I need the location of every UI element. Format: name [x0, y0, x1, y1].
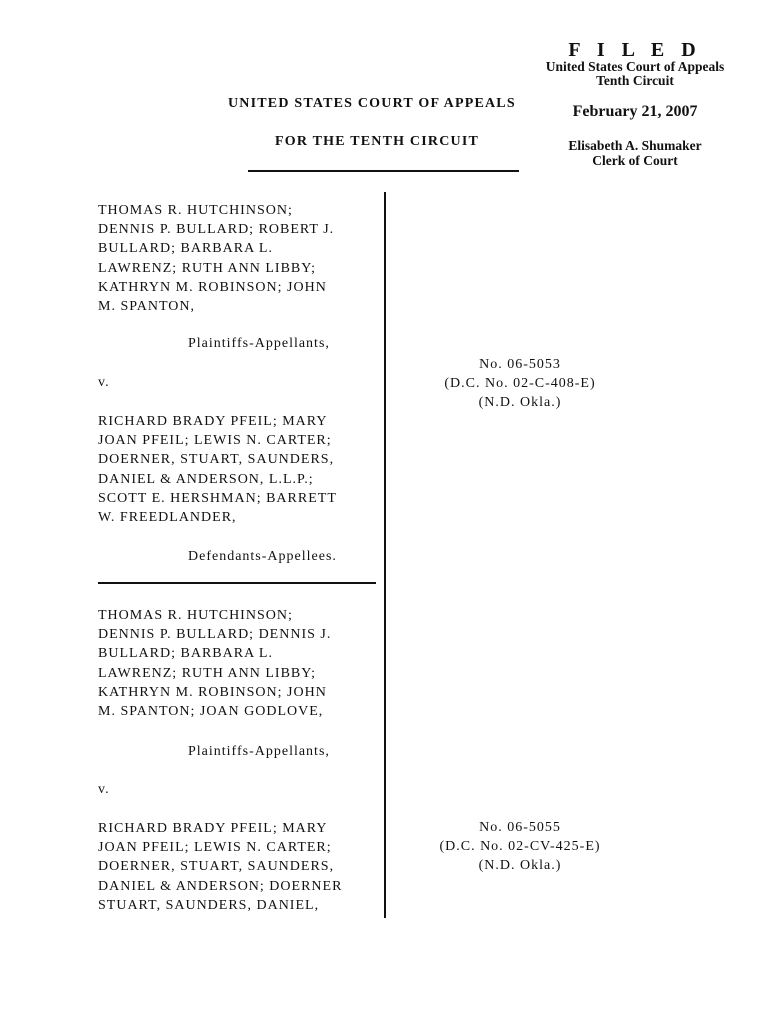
case2-number: No. 06-5055 [479, 820, 561, 835]
filed-date: February 21, 2007 [572, 103, 698, 120]
caption-divider-horizontal [98, 582, 376, 584]
case1-docket [420, 355, 620, 412]
case1-defendants: RICHARD BRADY PFEIL; MARY JOAN PFEIL; LEWIS N. CARTER; DOERNER, STUART, SAUNDERS, DANIEL & ANDERSON, L.L.P.; SCOTT E. HERSHMAN; BARRETT W. FREEDLANDER, [98, 414, 337, 526]
case1-defendants-role: Defendants-Appellees. [188, 549, 337, 564]
case2-defendants: RICHARD BRADY PFEIL; MARY JOAN PFEIL; LEWIS N. CARTER; DOERNER, STUART, SAUNDERS, DANIEL & ANDERSON; DOERNER STUART, SAUNDERS, DANIEL, [98, 821, 343, 913]
case1-plaintiffs: THOMAS R. HUTCHINSON; DENNIS P. BULLARD; ROBERT J. BULLARD; BARBARA L. LAWRENZ; RUTH ANN LIBBY; KATHRYN M. ROBINSON; JOHN M. SPANTON, [98, 203, 335, 315]
caption-divider-vertical [384, 192, 386, 918]
clerk-title: Clerk of Court [592, 153, 678, 168]
clerk-name: Elisabeth A. Shumaker [568, 138, 702, 153]
case2-versus: v. [98, 782, 110, 797]
case1-dc-number: (D.C. No. 02-C-408-E) [444, 376, 596, 391]
case1-number: No. 06-5053 [479, 357, 561, 372]
stamp-court-line2: Tenth Circuit [596, 73, 674, 88]
case2-dc-number: (D.C. No. 02-CV-425-E) [439, 839, 601, 854]
case1-district: (N.D. Okla.) [478, 395, 562, 410]
case2-district: (N.D. Okla.) [478, 858, 562, 873]
case2-docket [420, 818, 620, 875]
case2-plaintiffs: THOMAS R. HUTCHINSON; DENNIS P. BULLARD; DENNIS J. BULLARD; BARBARA L. LAWRENZ; RUTH ANN LIBBY; KATHRYN M. ROBINSON; JOHN M. SPANTON; JOAN GODLOVE, [98, 608, 332, 720]
case1-versus: v. [98, 375, 110, 390]
case1-plaintiffs-role: Plaintiffs-Appellants, [188, 336, 330, 351]
filed-stamp [530, 40, 740, 168]
circuit-title: FOR THE TENTH CIRCUIT [275, 134, 480, 149]
court-title: UNITED STATES COURT OF APPEALS [228, 96, 516, 111]
header-rule [248, 170, 519, 172]
stamp-court-line1: United States Court of Appeals [545, 59, 725, 74]
case2-plaintiffs-role: Plaintiffs-Appellants, [188, 744, 330, 759]
filed-heading: F I L E D [568, 39, 702, 61]
